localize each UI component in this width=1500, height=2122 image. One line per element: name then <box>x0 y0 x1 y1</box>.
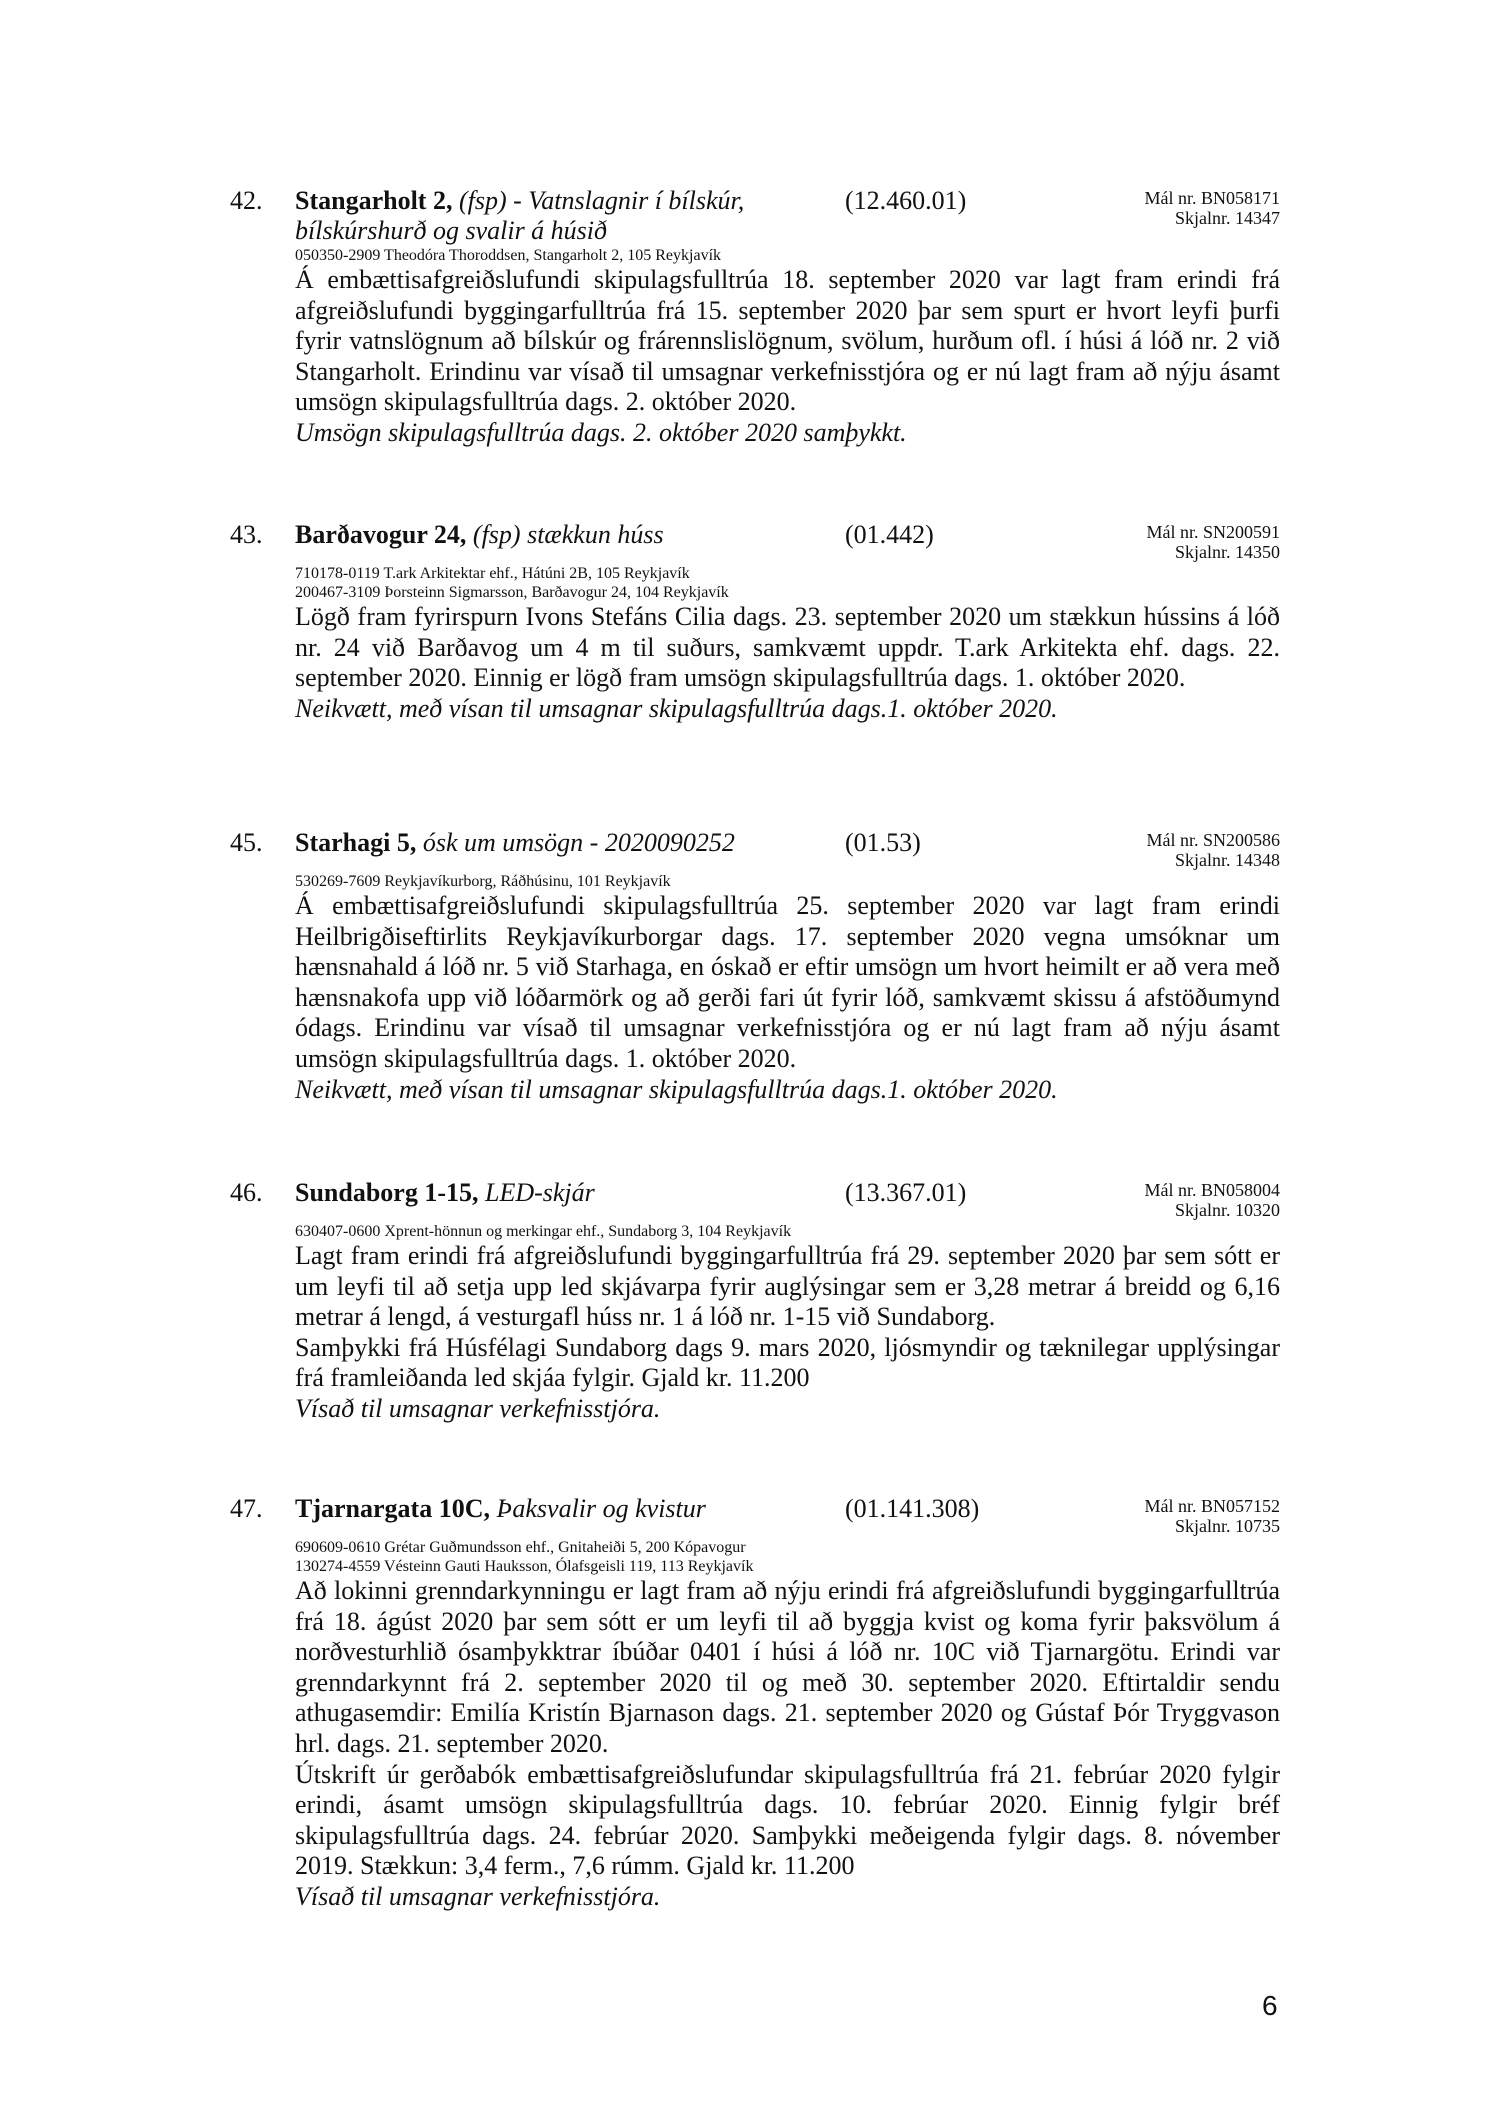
item-conclusion: Umsögn skipulagsfulltrúa dags. 2. október 2020 samþykkt. <box>295 417 907 447</box>
agenda-item-43 <box>230 520 1280 724</box>
item-address: Barðavogur 24, <box>295 520 467 549</box>
item-land-code: (01.442) <box>845 520 934 549</box>
item-subject: (fsp) - Vatnslagnir í bílskúr, bílskúrshurð og svalir á húsið <box>295 186 745 245</box>
item-number: 46. <box>230 1178 263 1207</box>
document-number: Skjalnr. 14350 <box>1174 542 1280 562</box>
item-case-info <box>1144 1180 1280 1220</box>
item-title <box>295 1178 825 1208</box>
item-body <box>295 246 1280 449</box>
case-number: Mál nr. SN200591 <box>1146 522 1280 542</box>
party-line: 630407-0600 Xprent-hönnun og merkingar ehf., Sundaborg 3, 104 Reykjavík <box>295 1223 792 1240</box>
case-number: Mál nr. SN200586 <box>1146 830 1280 850</box>
agenda-item-46 <box>230 1178 1280 1425</box>
item-case-info <box>1144 188 1280 228</box>
item-text: Lagt fram erindi frá afgreiðslufundi byggingarfulltrúa frá 29. september 2020 þar sem sótt er um leyfi til að setja upp led skjávarpa fyrir auglýsingar sem er 3,28 metrar á breidd og 6,16 metrar á lengd, á vesturgafl húss nr. 1 á lóð nr. 1-15 við Sundaborg. <box>295 1241 1280 1332</box>
item-conclusion: Neikvætt, með vísan til umsagnar skipulagsfulltrúa dags.1. október 2020. <box>295 1074 1058 1104</box>
party-line: 710178-0119 T.ark Arkitektar ehf., Hátúni 2B, 105 Reykjavík <box>295 565 690 582</box>
party-line: 050350-2909 Theodóra Thoroddsen, Stangarholt 2, 105 Reykjavík <box>295 247 722 264</box>
item-conclusion: Neikvætt, með vísan til umsagnar skipulagsfulltrúa dags.1. október 2020. <box>295 693 1058 723</box>
item-title <box>295 520 825 550</box>
item-title <box>295 828 825 858</box>
item-subject: LED-skjár <box>485 1178 595 1207</box>
item-subject: (fsp) stækkun húss <box>472 520 664 549</box>
document-number: Skjalnr. 14347 <box>1174 208 1280 228</box>
case-number: Mál nr. BN058004 <box>1144 1180 1280 1200</box>
item-number: 42. <box>230 186 263 215</box>
item-text: Samþykki frá Húsfélagi Sundaborg dags 9. mars 2020, ljósmyndir og tæknilegar upplýsingar frá framleiðanda led skjáa fylgir. Gjald kr. 11.200 <box>295 1332 1280 1393</box>
agenda-item-42 <box>230 186 1280 449</box>
item-title <box>295 186 825 246</box>
document-number: Skjalnr. 10735 <box>1174 1516 1280 1536</box>
item-case-info <box>1144 1496 1280 1536</box>
item-address: Sundaborg 1-15, <box>295 1178 479 1207</box>
item-body <box>295 1538 1280 1913</box>
item-number: 43. <box>230 520 263 549</box>
agenda-item-45 <box>230 828 1280 1105</box>
item-address: Starhagi 5, <box>295 828 417 857</box>
item-text: Á embættisafgreiðslufundi skipulagsfulltrúa 18. september 2020 var lagt fram erindi frá afgreiðslufundi byggingarfulltrúa frá 15. september 2020 þar sem spurt er hvort leyfi þurfi fyrir vatnslögnum að bílskúr og frárennslislögnum, svölum, hurðum ofl. í húsi á lóð nr. 2 við Stangarholt. Erindinu var vísað til umsagnar verkefnisstjóra og er nú lagt fram að nýju ásamt umsögn skipulagsfulltrúa dags. 2. október 2020. <box>295 265 1280 417</box>
party-line: 200467-3109 Þorsteinn Sigmarsson, Barðavogur 24, 104 Reykjavík <box>295 584 729 601</box>
item-land-code: (01.141.308) <box>845 1494 980 1523</box>
party-line: 690609-0610 Grétar Guðmundsson ehf., Gnitaheiði 5, 200 Kópavogur <box>295 1539 746 1556</box>
item-header <box>230 520 1280 564</box>
item-body <box>295 564 1280 724</box>
page-number: 6 <box>1262 1990 1278 2021</box>
item-case-info <box>1146 830 1280 870</box>
item-land-code: (01.53) <box>845 828 921 857</box>
item-text: Á embættisafgreiðslufundi skipulagsfulltrúa 25. september 2020 var lagt fram erindi Heilbrigðiseftirlits Reykjavíkurborgar dags. 17. september 2020 vegna umsóknar um hænsnahald á lóð nr. 5 við Starhaga, en óskað er eftir umsögn um hvort heimilt er að vera með hænsnakofa upp við lóðarmörk og að gerði fari út fyrir lóð, samkvæmt skissu á afstöðumynd ódags. Erindinu var vísað til umsagnar verkefnisstjóra og er nú lagt fram að nýju ásamt umsögn skipulagsfulltrúa dags. 1. október 2020. <box>295 891 1280 1073</box>
item-case-info <box>1146 522 1280 562</box>
item-address: Tjarnargata 10C, <box>295 1494 490 1523</box>
item-land-code: (12.460.01) <box>845 186 967 215</box>
item-header <box>230 828 1280 872</box>
item-conclusion: Vísað til umsagnar verkefnisstjóra. <box>295 1881 661 1911</box>
item-conclusion: Vísað til umsagnar verkefnisstjóra. <box>295 1393 661 1423</box>
item-header <box>230 1178 1280 1222</box>
item-number: 47. <box>230 1494 263 1523</box>
item-text: Lögð fram fyrirspurn Ivons Stefáns Cilia dags. 23. september 2020 um stækkun hússins á lóð nr. 24 við Barðavog um 4 m til suðurs, samkvæmt uppdr. T.ark Arkitekta ehf. dags. 22. september 2020. Einnig er lögð fram umsögn skipulagsfulltrúa dags. 1. október 2020. <box>295 602 1280 693</box>
party-line: 130274-4559 Vésteinn Gauti Hauksson, Ólafsgeisli 119, 113 Reykjavík <box>295 1558 754 1575</box>
item-text: Útskrift úr gerðabók embættisafgreiðslufundar skipulagsfulltrúa frá 21. febrúar 2020 fylgir erindi, ásamt umsögn skipulagsfulltrúa dags. 10. febrúar 2020. Einnig fylgir bréf skipulagsfulltrúa dags. 24. febrúar 2020. Samþykki meðeigenda fylgir dags. 8. nóvember 2019. Stækkun: 3,4 ferm., 7,6 rúmm. Gjald kr. 11.200 <box>295 1759 1280 1881</box>
item-subject: Þaksvalir og kvistur <box>496 1494 706 1523</box>
item-subject: ósk um umsögn - 2020090252 <box>422 828 735 857</box>
document-number: Skjalnr. 10320 <box>1174 1200 1280 1220</box>
agenda-item-47 <box>230 1494 1280 1913</box>
item-address: Stangarholt 2, <box>295 186 453 215</box>
party-line: 530269-7609 Reykjavíkurborg, Ráðhúsinu, 101 Reykjavík <box>295 873 671 890</box>
case-number: Mál nr. BN058171 <box>1144 188 1280 208</box>
item-body <box>295 872 1280 1105</box>
item-land-code: (13.367.01) <box>845 1178 967 1207</box>
item-text: Að lokinni grenndarkynningu er lagt fram að nýju erindi frá afgreiðslufundi byggingarfulltrúa frá 18. ágúst 2020 þar sem sótt er um leyfi til að byggja kvist og koma fyrir þaksvölum á norðvesturhlið ósamþykktrar íbúðar 0401 í húsi á lóð nr. 10C við Tjarnargötu. Erindi var grenndarkynnt frá 2. september 2020 til og með 30. september 2020. Eftirtaldir sendu athugasemdir: Emilía Kristín Bjarnason dags. 21. september 2020 og Gústaf Þór Tryggvason hrl. dags. 21. september 2020. <box>295 1576 1280 1758</box>
item-title <box>295 1494 825 1524</box>
document-number: Skjalnr. 14348 <box>1174 850 1280 870</box>
case-number: Mál nr. BN057152 <box>1144 1496 1280 1516</box>
item-body <box>295 1222 1280 1425</box>
item-header <box>230 1494 1280 1538</box>
item-header <box>230 186 1280 246</box>
item-number: 45. <box>230 828 263 857</box>
